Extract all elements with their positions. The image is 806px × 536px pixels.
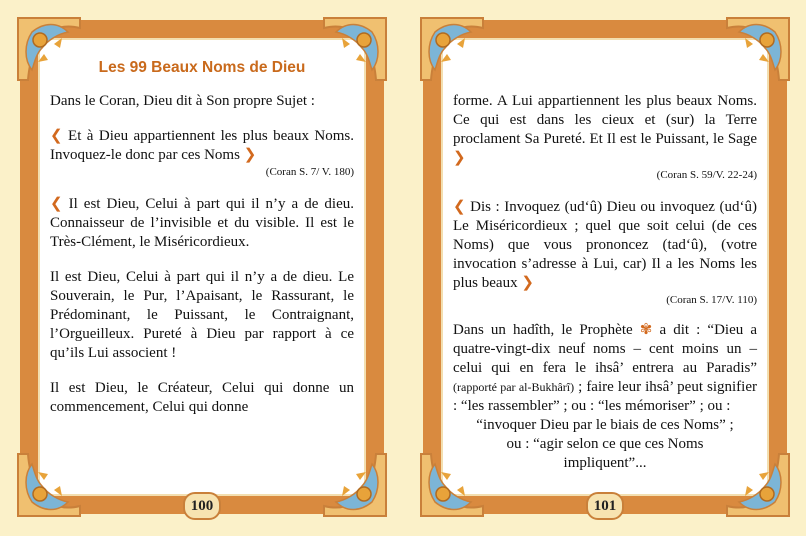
quote-open-ornament-icon: ❮ — [453, 199, 466, 215]
quote-close-ornament-icon: ❯ — [453, 150, 466, 166]
right-page — [417, 14, 793, 520]
left-page — [14, 14, 390, 520]
quran-reference: (Coran S. 59/V. 22-24) — [656, 169, 757, 181]
blessing-icon: ✾ — [639, 322, 653, 338]
quran-reference: (Coran S. 17/V. 110) — [666, 294, 757, 306]
intro-paragraph: Dans le Coran, Dieu dit à Son propre Sujet : — [50, 93, 315, 109]
continued-quote — [453, 92, 757, 168]
corner-ornament-icon — [417, 14, 487, 84]
left-page-text — [50, 92, 354, 417]
quote-text: forme. A Lui appartiennent les plus beaux Noms. Ce qui est dans les cieux et (sur) la Terre proclament Sa Pureté. Et Il est le Puissant, le Sage — [453, 93, 757, 147]
right-page-text — [453, 92, 757, 473]
quote-close-ornament-icon: ❯ — [243, 147, 257, 163]
page-number: 100 — [183, 492, 221, 520]
quote-open-ornament-icon: ❮ — [50, 196, 63, 212]
hadith-text: Dans un hadîth, le Prophète — [453, 322, 633, 338]
quote-paragraph — [453, 198, 757, 293]
hadith-text: a dit : “Dieu a quatre-vingt-dix neuf noms – cent moins un – celui qui en fera le ihsâ’ entrera au Paradis” — [453, 322, 758, 376]
quote-text: Dis : Invoquez (ud‘û) Dieu ou invoquez (ud‘û) Le Miséricordieux ; quel que soit celui (de ces Noms) que vous prononcez (tad‘û), (votre invocation s’adresse à Lui, car) Il a les Noms les plus beaux — [453, 199, 757, 291]
hadith-reference: (rapporté par al-Bukhârî) — [453, 380, 575, 394]
page-title: Les 99 Beaux Noms de Dieu — [98, 59, 306, 76]
page-number: 101 — [586, 492, 624, 520]
quote-close-ornament-icon: ❯ — [521, 275, 534, 291]
quote-open-ornament-icon: ❮ — [50, 128, 63, 144]
quote-text: Et à Dieu appartiennent les plus beaux Noms. Invoquez-le donc par ces Noms — [50, 128, 354, 163]
quote-paragraph — [50, 195, 354, 252]
quote-paragraph — [50, 127, 354, 165]
quran-reference: (Coran S. 7/ V. 180) — [265, 166, 354, 178]
hadith-paragraph — [453, 321, 757, 416]
hadith-closing: “invoquer Dieu par le biais de ces Noms” ; ou : “agir selon ce que ces Noms impliquent”... — [476, 417, 734, 471]
corner-ornament-icon — [723, 14, 793, 84]
quote-text: Il est Dieu, Celui à part qui il n’y a de dieu. Connaisseur de l’invisible et du visible. Il est le Très-Clément, le Miséricordieux. — [50, 196, 354, 250]
hadith-text: ; faire leur ihsâ’ peut signifier : “les rassembler” ; ou : “les mémoriser” ; ou : — [453, 379, 757, 414]
body-paragraph: Il est Dieu, le Créateur, Celui qui donne un commencement, Celui qui donne — [50, 380, 354, 415]
body-paragraph: Il est Dieu, Celui à part qui il n’y a de dieu. Le Souverain, le Pur, l’Apaisant, le Rassurant, le Prédominant, le Puissant, le Contraignant, l’Orgueilleux. Pureté à Dieu par rapport à ce qu’ils Lui associent ! — [50, 269, 354, 361]
corner-ornament-icon — [14, 450, 84, 520]
corner-ornament-icon — [320, 450, 390, 520]
